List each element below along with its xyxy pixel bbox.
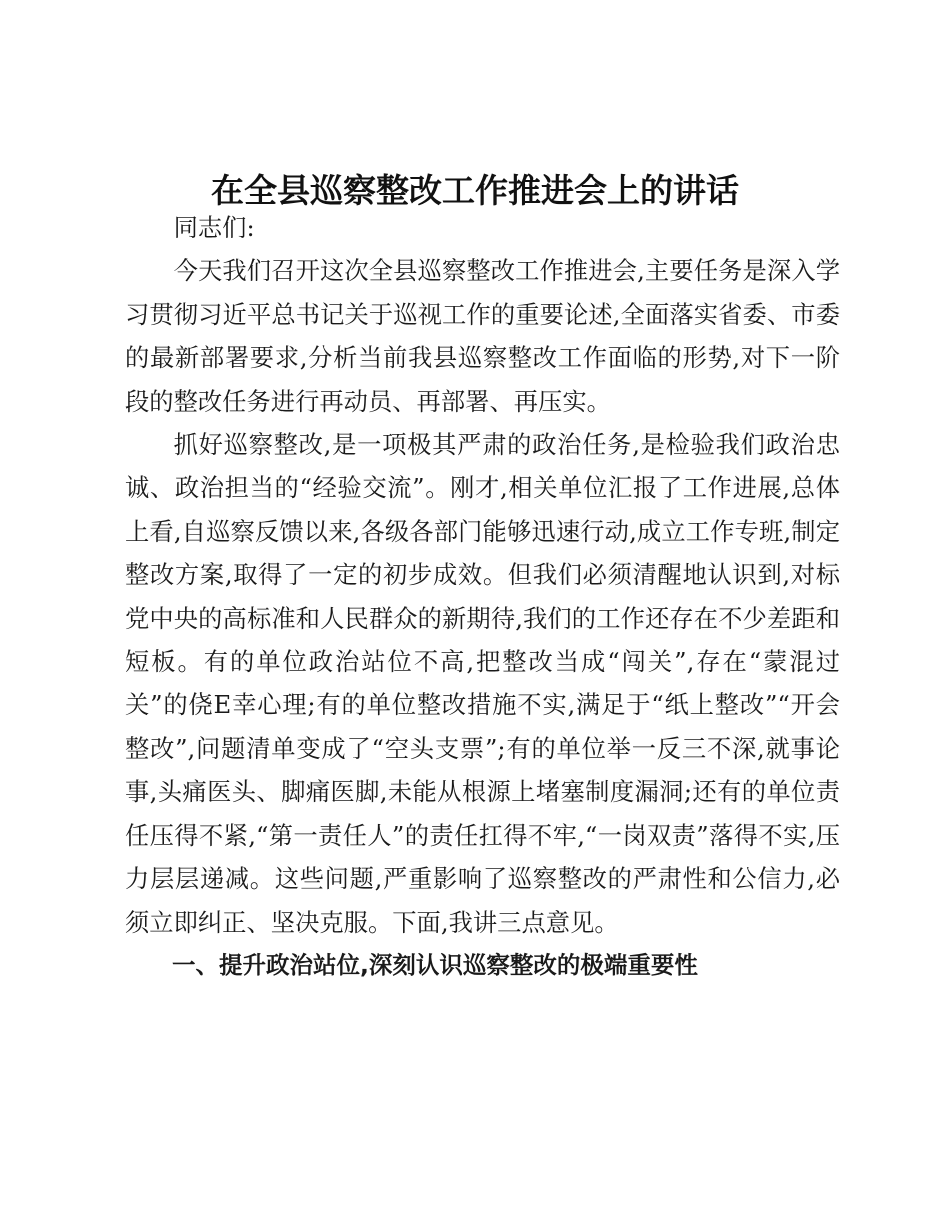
document-body: [125, 206, 840, 987]
paragraph-situation: 抓好巡察整改,是一项极其严肃的政治任务,是检验我们政治忠诚、政治担当的“经验交流”。刚才,相关单位汇报了工作进展,总体上看,自巡察反馈以来,各级各部门能够迅速行动,成立工作专班,制定整改方案,取得了一定的初步成效。但我们必须清醒地认识到,对标党中央的高标准和人民群众的新期待,我们的工作还存在不少差距和短板。有的单位政治站位不高,把整改当成“闯关”,存在“蒙混过关”的侥E幸心理;有的单位整改措施不实,满足于“纸上整改”“开会整改”,问题清单变成了“空头支票”;有的单位举一反三不深,就事论事,头痛医头、脚痛医脚,未能从根源上堵塞制度漏洞;还有的单位责任压得不紧,“第一责任人”的责任扛得不牢,“一岗双责”落得不实,压力层层递减。这些问题,严重影响了巡察整改的严肃性和公信力,必须立即纠正、坚决克服。下面,我讲三点意见。: [125, 430, 840, 937]
salutation: 同志们:: [173, 213, 255, 242]
document-title: 在全县巡察整改工作推进会上的讲话: [211, 171, 739, 210]
paragraph-opening: 今天我们召开这次全县巡察整改工作推进会,主要任务是深入学习贯彻习近平总书记关于巡视工作的重要论述,全面落实省委、市委的最新部署要求,分析当前我县巡察整改工作面临的形势,对下一阶段的整改任务进行再动员、再部署、再压实。: [125, 256, 840, 416]
section-heading: 一、提升政治站位,深刻认识巡察整改的极端重要性: [172, 950, 698, 979]
